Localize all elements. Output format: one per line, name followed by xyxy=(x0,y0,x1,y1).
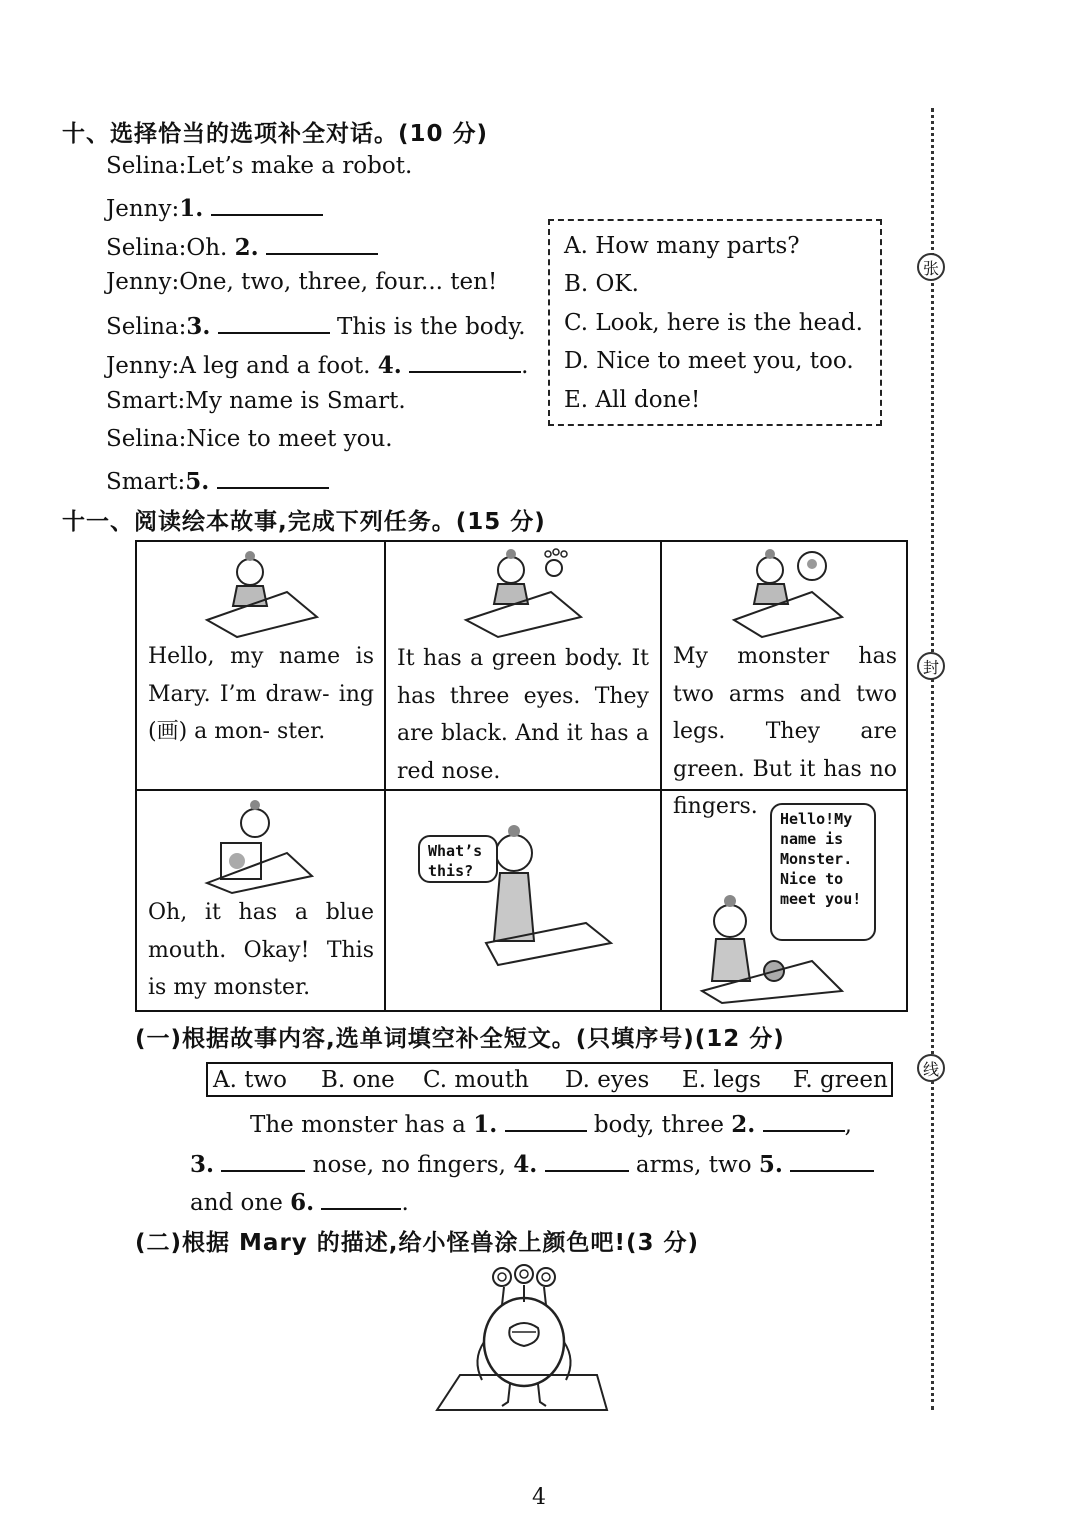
part-1-heading: (一)根据故事内容,选单词填空补全短文。(只填序号)(12 分) xyxy=(135,1026,785,1052)
answer-blank[interactable] xyxy=(217,465,329,489)
monster-coloring-illustration[interactable] xyxy=(432,1260,612,1420)
panel-3-text: My monster has two arms and two legs. They are green. But it has no fingers. xyxy=(673,644,897,819)
answer-blank[interactable] xyxy=(266,231,378,255)
panel-6 xyxy=(662,791,908,1012)
speaker-name: Smart xyxy=(106,469,178,495)
word-option-b: B. one xyxy=(321,1067,395,1093)
blank-number: 3. xyxy=(186,313,211,340)
word-option-a: A. two xyxy=(213,1067,288,1093)
blank-number-1: 1. xyxy=(473,1111,498,1138)
passage-text: arms, two xyxy=(635,1152,752,1178)
word-options-box xyxy=(206,1062,893,1097)
dialogue-text: My name is Smart. xyxy=(185,388,406,414)
dialogue-line: Smart:My name is Smart. xyxy=(106,388,406,414)
answer-blank[interactable] xyxy=(211,192,323,216)
speaker-name: Jenny xyxy=(106,269,172,295)
blank-5[interactable] xyxy=(790,1148,874,1172)
page-number: 4 xyxy=(532,1485,546,1510)
dialogue-line: Jenny:One, two, three, four... ten! xyxy=(106,269,498,295)
panel-2-text: It has a green body. It has three eyes. They are black. And it has a red nose. xyxy=(397,646,649,784)
dialogue-line: Smart:5. xyxy=(106,465,329,495)
speaker-name: Selina xyxy=(106,314,179,340)
option-d: D. Nice to meet you, too. xyxy=(564,348,854,374)
binding-mark-2: 封 xyxy=(917,652,945,680)
monster-greeting-bubble: Hello!My name is Monster. Nice to meet you! xyxy=(770,803,876,941)
story-grid xyxy=(135,540,908,1012)
passage-text: nose, no fingers, xyxy=(312,1152,506,1178)
binding-line xyxy=(931,108,934,1410)
dialogue-line: Jenny:A leg and a foot. 4. . xyxy=(106,349,528,379)
speaker-name: Jenny xyxy=(106,196,172,222)
dialogue-text: One, two, three, four... ten! xyxy=(179,269,498,295)
speaker-name: Selina xyxy=(106,235,179,261)
options-box xyxy=(548,219,882,426)
option-b: B. OK. xyxy=(564,271,639,297)
word-option-e: E. legs xyxy=(682,1067,761,1093)
dialogue-text: . xyxy=(521,353,529,379)
dialogue-line: Selina:Let’s make a robot. xyxy=(106,153,413,179)
dialogue-line: Selina:3. This is the body. xyxy=(106,310,526,340)
dialogue-line: Selina:Nice to meet you. xyxy=(106,426,393,452)
passage-line-3: and one 6. . xyxy=(190,1186,409,1216)
speaker-name: Selina xyxy=(106,153,179,179)
option-c: C. Look, here is the head. xyxy=(564,310,863,336)
blank-number-2: 2. xyxy=(731,1111,756,1138)
passage-text: The monster has a xyxy=(250,1112,466,1138)
answer-blank[interactable] xyxy=(409,349,521,373)
dialogue-line: Jenny:1. xyxy=(106,192,323,222)
option-e: E. All done! xyxy=(564,387,701,413)
whats-this-bubble: What’s this? xyxy=(418,835,498,883)
panel-1-text: Hello, my name is Mary. I’m draw- ing (画) a mon- ster. xyxy=(148,644,374,744)
dialogue-line: Selina:Oh. 2. xyxy=(106,231,378,261)
speaker-name: Smart xyxy=(106,388,178,414)
dialogue-text: Nice to meet you. xyxy=(186,426,393,452)
passage-line-2 xyxy=(190,1148,874,1178)
blank-number-5: 5. xyxy=(758,1151,783,1178)
panel-4-text: Oh, it has a blue mouth. Okay! This is my monster. xyxy=(148,900,374,1000)
binding-mark-1: 张 xyxy=(917,253,945,281)
speaker-name: Selina xyxy=(106,426,179,452)
passage-line-1: The monster has a 1. body, three 2. , xyxy=(250,1108,852,1138)
blank-number-4: 4. xyxy=(513,1151,538,1178)
section-10-heading: 十、选择恰当的选项补全对话。(10 分) xyxy=(62,121,489,147)
panel-2 xyxy=(386,542,662,791)
option-a: A. How many parts? xyxy=(564,233,800,259)
panel-1 xyxy=(137,542,386,791)
blank-4[interactable] xyxy=(545,1148,629,1172)
word-option-c: C. mouth xyxy=(423,1067,529,1093)
dialogue-text: Oh. xyxy=(186,235,228,261)
passage-text: and one xyxy=(190,1190,283,1216)
blank-6[interactable] xyxy=(321,1186,401,1210)
binding-mark-3: 线 xyxy=(917,1054,945,1082)
blank-number: 5. xyxy=(185,468,210,495)
speaker-name: Jenny xyxy=(106,353,172,379)
blank-3[interactable] xyxy=(221,1148,305,1172)
blank-number-6: 6. xyxy=(290,1189,315,1216)
blank-number-3: 3. xyxy=(190,1151,215,1178)
section-11-heading: 十一、阅读绘本故事,完成下列任务。(15 分) xyxy=(62,509,546,535)
blank-number: 1. xyxy=(179,195,204,222)
panel-5 xyxy=(386,791,662,1012)
answer-blank[interactable] xyxy=(218,310,330,334)
part-2-heading: (二)根据 Mary 的描述,给小怪兽涂上颜色吧!(3 分) xyxy=(135,1230,700,1256)
blank-number: 4. xyxy=(377,352,402,379)
dialogue-text: This is the body. xyxy=(337,314,526,340)
blank-number: 2. xyxy=(234,234,259,261)
blank-2[interactable] xyxy=(763,1108,845,1132)
word-option-d: D. eyes xyxy=(565,1067,650,1093)
panel-3 xyxy=(662,542,908,819)
word-option-f: F. green xyxy=(793,1067,888,1093)
panel-4 xyxy=(137,791,386,1012)
girl-surprised-illustration xyxy=(386,791,662,1012)
passage-text: body, three xyxy=(593,1112,724,1138)
dialogue-text: A leg and a foot. xyxy=(179,353,371,379)
dialogue-text: Let’s make a robot. xyxy=(186,153,413,179)
blank-1[interactable] xyxy=(505,1108,587,1132)
